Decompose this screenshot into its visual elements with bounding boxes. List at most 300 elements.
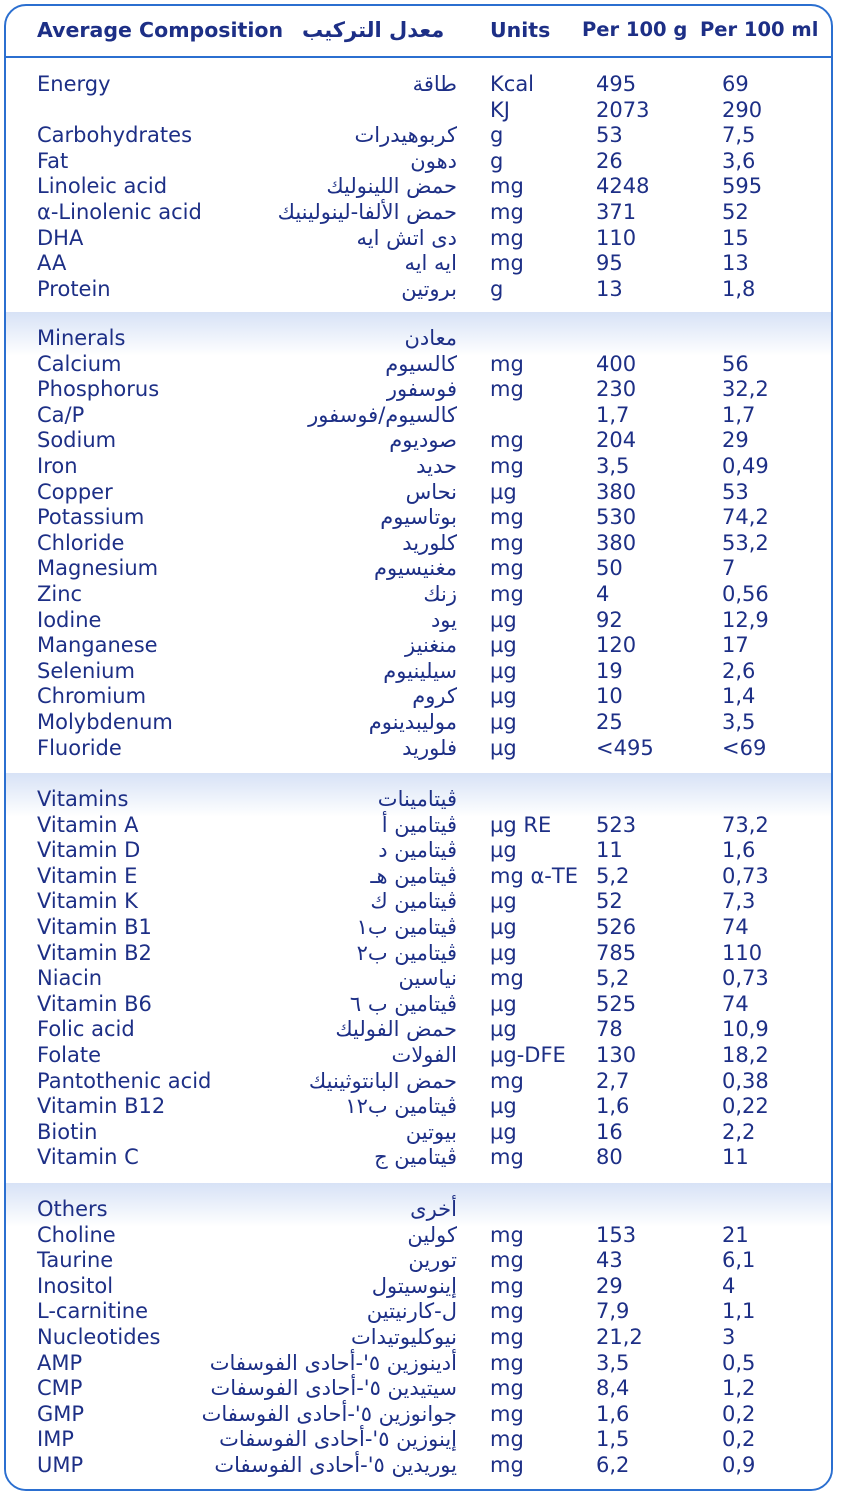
section-energy bbox=[6, 58, 831, 312]
table-row bbox=[6, 428, 831, 454]
value-per-100g: 204 bbox=[596, 428, 637, 453]
nutrient-name-en: Phosphorus bbox=[37, 377, 160, 402]
nutrient-name-ar: نيوكليوتيدات bbox=[351, 1324, 457, 1349]
nutrient-name-ar: إينوسيتول bbox=[371, 1273, 457, 1298]
nutrient-name-ar: كربوهيدرات bbox=[354, 123, 457, 148]
unit-cell: mg bbox=[490, 1376, 524, 1401]
table-row bbox=[6, 864, 831, 890]
table-row bbox=[6, 1145, 831, 1171]
composition-table bbox=[4, 4, 833, 1491]
value-per-100ml: 0,73 bbox=[722, 966, 769, 991]
header-title-en: Average Composition bbox=[37, 18, 284, 42]
table-row bbox=[6, 149, 831, 175]
value-per-100ml: 69 bbox=[722, 72, 749, 96]
unit-cell: µg bbox=[490, 889, 517, 914]
value-per-100ml: 1,1 bbox=[722, 1299, 756, 1324]
unit-cell: µg bbox=[490, 1017, 517, 1042]
table-row bbox=[6, 684, 831, 710]
nutrient-name-en: Vitamin B2 bbox=[37, 940, 152, 965]
nutrient-name-ar: بروتين bbox=[401, 276, 457, 301]
value-per-100g: 5,2 bbox=[596, 966, 630, 991]
value-per-100g: <495 bbox=[596, 735, 654, 760]
nutrient-name-ar: كولين bbox=[407, 1222, 457, 1247]
unit-cell: µg-DFE bbox=[490, 1042, 566, 1067]
nutrient-name-en: Chromium bbox=[37, 684, 147, 709]
nutrient-name-ar: ل-كارنيتين bbox=[366, 1299, 457, 1324]
nutrient-name-ar: سيلينيوم bbox=[383, 658, 457, 683]
nutrient-name-en: AA bbox=[37, 251, 67, 276]
value-per-100ml: 0,22 bbox=[722, 1094, 769, 1119]
value-per-100g: 4 bbox=[596, 581, 610, 606]
table-row bbox=[6, 941, 831, 967]
nutrient-name-ar: ڤيتامين ب ٦ bbox=[349, 991, 457, 1016]
value-per-100g: 52 bbox=[596, 889, 623, 914]
unit-cell: mg bbox=[490, 174, 524, 199]
nutrient-name-en: Minerals bbox=[37, 326, 126, 350]
value-per-100g: 526 bbox=[596, 914, 637, 939]
value-per-100ml: 52 bbox=[722, 199, 749, 224]
unit-cell: mg bbox=[490, 225, 524, 250]
section-minerals bbox=[6, 312, 831, 773]
nutrient-name-en: Vitamin A bbox=[37, 812, 139, 837]
nutrient-name-ar: طاقة bbox=[412, 72, 457, 96]
nutrient-name-ar: ڤيتامينات bbox=[377, 787, 457, 811]
table-row bbox=[6, 277, 831, 303]
unit-cell: mg bbox=[490, 1248, 524, 1273]
nutrient-name-ar: فلوريد bbox=[402, 735, 457, 760]
value-per-100g: 371 bbox=[596, 199, 637, 224]
value-per-100ml: 32,2 bbox=[722, 377, 769, 402]
value-per-100ml: 10,9 bbox=[722, 1017, 769, 1042]
nutrient-name-en: Manganese bbox=[37, 633, 158, 658]
nutrient-name-ar: صوديوم bbox=[389, 428, 457, 453]
nutrient-name-ar: كلوريد bbox=[402, 530, 457, 555]
table-row bbox=[6, 505, 831, 531]
unit-cell: mg bbox=[490, 377, 524, 402]
value-per-100ml: 110 bbox=[722, 940, 763, 965]
table-row bbox=[6, 633, 831, 659]
table-row bbox=[6, 226, 831, 252]
value-per-100g: 495 bbox=[596, 72, 637, 96]
nutrient-name-ar: أخرى bbox=[410, 1197, 457, 1221]
value-per-100g: 530 bbox=[596, 505, 637, 530]
unit-cell: µg bbox=[490, 479, 517, 504]
value-per-100ml: 12,9 bbox=[722, 607, 769, 632]
value-per-100g: 19 bbox=[596, 658, 623, 683]
unit-cell: mg bbox=[490, 1145, 524, 1170]
table-row bbox=[6, 1299, 831, 1325]
table-row bbox=[6, 556, 831, 582]
value-per-100ml: 7 bbox=[722, 556, 736, 581]
nutrient-name-en: Vitamin B1 bbox=[37, 914, 152, 939]
nutrient-name-en: CMP bbox=[37, 1376, 83, 1401]
value-per-100ml: 1,2 bbox=[722, 1376, 756, 1401]
nutrient-name-en: Calcium bbox=[37, 351, 122, 376]
unit-cell: mg bbox=[490, 251, 524, 276]
nutrient-name-ar: دهون bbox=[410, 148, 457, 173]
nutrient-name-en: α-Linolenic acid bbox=[37, 199, 202, 224]
table-row bbox=[6, 1351, 831, 1377]
section-vitamins bbox=[6, 773, 831, 1183]
nutrient-name-en: Protein bbox=[37, 276, 111, 301]
nutrient-name-ar: حمض الألفا-لينولينيك bbox=[277, 199, 457, 224]
value-per-100ml: 0,2 bbox=[722, 1401, 756, 1426]
value-per-100ml: 1,7 bbox=[722, 402, 756, 427]
unit-cell: mg bbox=[490, 1427, 524, 1452]
unit-cell: µg bbox=[490, 1094, 517, 1119]
table-row bbox=[6, 582, 831, 608]
nutrient-name-ar: ايه ايه bbox=[404, 251, 457, 276]
value-per-100ml: 0,56 bbox=[722, 581, 769, 606]
value-per-100ml: <69 bbox=[722, 735, 767, 760]
value-per-100ml: 17 bbox=[722, 633, 749, 658]
value-per-100g: 1,6 bbox=[596, 1094, 630, 1119]
nutrient-name-ar: يوريدين ٥'-أحادى الفوسفات bbox=[214, 1452, 457, 1477]
value-per-100g: 785 bbox=[596, 940, 637, 965]
nutrient-name-en: Iodine bbox=[37, 607, 102, 632]
value-per-100ml: 11 bbox=[722, 1145, 749, 1170]
value-per-100g: 29 bbox=[596, 1273, 623, 1298]
nutrient-name-ar: إينوزين ٥'-أحادى الفوسفات bbox=[219, 1427, 457, 1452]
nutrient-name-ar: ڤيتامين ب١ bbox=[356, 914, 457, 939]
nutrient-name-en: IMP bbox=[37, 1427, 74, 1452]
value-per-100g: 4248 bbox=[596, 174, 650, 199]
unit-cell: µg bbox=[490, 735, 517, 760]
value-per-100g: 16 bbox=[596, 1119, 623, 1144]
value-per-100g: 525 bbox=[596, 991, 637, 1016]
table-row bbox=[6, 1376, 831, 1402]
value-per-100g: 11 bbox=[596, 838, 623, 863]
nutrient-name-en: Copper bbox=[37, 479, 113, 504]
table-header bbox=[6, 6, 831, 58]
header-per-100ml: Per 100 ml bbox=[700, 18, 819, 41]
value-per-100g: 25 bbox=[596, 709, 623, 734]
value-per-100g: 120 bbox=[596, 633, 637, 658]
table-row bbox=[6, 1325, 831, 1351]
nutrient-name-en: UMP bbox=[37, 1452, 84, 1477]
value-per-100g: 2073 bbox=[596, 97, 650, 122]
value-per-100ml: 0,38 bbox=[722, 1068, 769, 1093]
unit-cell: mg bbox=[490, 351, 524, 376]
nutrient-name-ar: فوسفور bbox=[386, 377, 457, 402]
table-row bbox=[6, 1402, 831, 1428]
value-per-100ml: 53 bbox=[722, 479, 749, 504]
table-row bbox=[6, 98, 831, 124]
nutrient-name-ar: ڤيتامين ك bbox=[370, 889, 457, 914]
nutrient-name-ar: حمض اللينوليك bbox=[326, 174, 457, 199]
value-per-100ml: 595 bbox=[722, 174, 763, 199]
nutrient-name-en: Niacin bbox=[37, 966, 103, 991]
table-row bbox=[6, 174, 831, 200]
nutrient-name-en: Biotin bbox=[37, 1119, 98, 1144]
nutrient-name-en: Fat bbox=[37, 148, 69, 173]
nutrient-name-en: Linoleic acid bbox=[37, 174, 168, 199]
value-per-100ml: 21 bbox=[722, 1222, 749, 1247]
unit-cell: mg bbox=[490, 966, 524, 991]
value-per-100ml: 1,8 bbox=[722, 276, 756, 301]
table-row bbox=[6, 1223, 831, 1249]
unit-cell: µg RE bbox=[490, 812, 552, 837]
table-row bbox=[6, 1043, 831, 1069]
value-per-100ml: 0,5 bbox=[722, 1350, 756, 1375]
value-per-100g: 8,4 bbox=[596, 1376, 630, 1401]
value-per-100ml: 3,5 bbox=[722, 709, 756, 734]
nutrient-name-ar: نياسين bbox=[398, 966, 457, 991]
table-row bbox=[6, 531, 831, 557]
nutrient-name-en: Chloride bbox=[37, 530, 125, 555]
nutrient-name-ar: يود bbox=[430, 607, 457, 632]
nutrient-name-en: Vitamin K bbox=[37, 889, 138, 914]
table-row bbox=[6, 608, 831, 634]
nutrient-name-en: Folic acid bbox=[37, 1017, 135, 1042]
nutrient-name-ar: منغنيز bbox=[405, 633, 457, 658]
table-row bbox=[6, 326, 831, 352]
nutrient-name-ar: ڤيتامين ب٢ bbox=[356, 940, 457, 965]
value-per-100ml: 6,1 bbox=[722, 1248, 756, 1273]
nutrient-name-ar: حمض الفوليك bbox=[335, 1017, 457, 1042]
unit-cell: g bbox=[490, 148, 504, 173]
nutrient-name-en: Iron bbox=[37, 453, 78, 478]
nutrient-name-ar: دى اتش ايه bbox=[356, 225, 457, 250]
nutrient-name-en: Molybdenum bbox=[37, 709, 173, 734]
nutrient-name-ar: ڤيتامين ج bbox=[374, 1145, 457, 1170]
value-per-100g: 2,7 bbox=[596, 1068, 630, 1093]
unit-cell: g bbox=[490, 123, 504, 148]
nutrient-name-ar: أدينوزين ٥'-أحادى الفوسفات bbox=[209, 1350, 457, 1375]
nutrient-name-en: Vitamins bbox=[37, 787, 129, 811]
unit-cell: mg bbox=[490, 1401, 524, 1426]
value-per-100ml: 74,2 bbox=[722, 505, 769, 530]
unit-cell: mg bbox=[490, 428, 524, 453]
value-per-100g: 130 bbox=[596, 1042, 637, 1067]
nutrient-name-en: Choline bbox=[37, 1222, 116, 1247]
table-row bbox=[6, 710, 831, 736]
nutrient-name-en: Vitamin E bbox=[37, 863, 138, 888]
unit-cell: mg bbox=[490, 1273, 524, 1298]
value-per-100g: 53 bbox=[596, 123, 623, 148]
unit-cell: mg bbox=[490, 453, 524, 478]
nutrient-name-en: Carbohydrates bbox=[37, 123, 193, 148]
unit-cell: µg bbox=[490, 1119, 517, 1144]
nutrient-name-ar: معادن bbox=[404, 326, 457, 350]
value-per-100ml: 4 bbox=[722, 1273, 736, 1298]
table-row bbox=[6, 200, 831, 226]
nutrient-name-en: Selenium bbox=[37, 658, 135, 683]
nutrient-name-ar: الفولات bbox=[391, 1042, 457, 1067]
value-per-100g: 10 bbox=[596, 684, 623, 709]
header-title-ar: معدل التركيب bbox=[302, 18, 445, 42]
nutrient-name-ar: كالسيوم bbox=[385, 351, 457, 376]
nutrient-name-ar: حمض البانتوثينيك bbox=[308, 1068, 457, 1093]
value-per-100g: 6,2 bbox=[596, 1452, 630, 1477]
value-per-100ml: 74 bbox=[722, 991, 749, 1016]
value-per-100g: 13 bbox=[596, 276, 623, 301]
value-per-100g: 78 bbox=[596, 1017, 623, 1042]
value-per-100g: 80 bbox=[596, 1145, 623, 1170]
value-per-100g: 380 bbox=[596, 530, 637, 555]
nutrient-name-ar: كالسيوم/فوسفور bbox=[308, 402, 457, 427]
value-per-100g: 1,7 bbox=[596, 402, 630, 427]
value-per-100g: 1,6 bbox=[596, 1401, 630, 1426]
value-per-100g: 50 bbox=[596, 556, 623, 581]
value-per-100ml: 13 bbox=[722, 251, 749, 276]
table-row bbox=[6, 992, 831, 1018]
value-per-100ml: 0,9 bbox=[722, 1452, 756, 1477]
value-per-100g: 230 bbox=[596, 377, 637, 402]
table-row bbox=[6, 1094, 831, 1120]
table-row bbox=[6, 251, 831, 277]
table-row bbox=[6, 736, 831, 762]
nutrient-name-ar: زنك bbox=[423, 581, 457, 606]
section-others bbox=[6, 1183, 831, 1489]
nutrient-name-ar: ڤيتامين هـ bbox=[370, 863, 457, 888]
unit-cell: mg bbox=[490, 199, 524, 224]
value-per-100g: 43 bbox=[596, 1248, 623, 1273]
unit-cell: µg bbox=[490, 633, 517, 658]
value-per-100ml: 2,6 bbox=[722, 658, 756, 683]
table-row bbox=[6, 659, 831, 685]
value-per-100ml: 1,4 bbox=[722, 684, 756, 709]
table-row bbox=[6, 1427, 831, 1453]
value-per-100g: 95 bbox=[596, 251, 623, 276]
nutrient-name-en: GMP bbox=[37, 1401, 85, 1426]
value-per-100ml: 74 bbox=[722, 914, 749, 939]
nutrient-name-ar: مغنيسيوم bbox=[374, 556, 457, 581]
header-per-100g: Per 100 g bbox=[582, 18, 688, 41]
nutrient-name-en: Inositol bbox=[37, 1273, 114, 1298]
value-per-100g: 3,5 bbox=[596, 1350, 630, 1375]
table-row bbox=[6, 966, 831, 992]
value-per-100g: 400 bbox=[596, 351, 637, 376]
unit-cell: µg bbox=[490, 607, 517, 632]
value-per-100g: 110 bbox=[596, 225, 637, 250]
nutrient-name-ar: موليبدينوم bbox=[368, 709, 457, 734]
value-per-100g: 380 bbox=[596, 479, 637, 504]
table-row bbox=[6, 915, 831, 941]
nutrient-name-ar: بيوتين bbox=[405, 1119, 457, 1144]
value-per-100ml: 0,73 bbox=[722, 863, 769, 888]
nutrient-name-en: AMP bbox=[37, 1350, 83, 1375]
unit-cell: mg α-TE bbox=[490, 863, 578, 888]
value-per-100g: 5,2 bbox=[596, 863, 630, 888]
value-per-100ml: 290 bbox=[722, 97, 763, 122]
unit-cell: KJ bbox=[490, 97, 510, 122]
table-row bbox=[6, 1017, 831, 1043]
value-per-100ml: 18,2 bbox=[722, 1042, 769, 1067]
value-per-100g: 92 bbox=[596, 607, 623, 632]
table-row bbox=[6, 1120, 831, 1146]
table-row bbox=[6, 787, 831, 813]
nutrient-name-en: Taurine bbox=[37, 1248, 114, 1273]
value-per-100g: 7,9 bbox=[596, 1299, 630, 1324]
unit-cell: µg bbox=[490, 709, 517, 734]
value-per-100ml: 73,2 bbox=[722, 812, 769, 837]
unit-cell: g bbox=[490, 276, 504, 301]
value-per-100ml: 0,2 bbox=[722, 1427, 756, 1452]
nutrient-name-en: Magnesium bbox=[37, 556, 159, 581]
unit-cell: mg bbox=[490, 1222, 524, 1247]
table-row bbox=[6, 1248, 831, 1274]
nutrient-name-en: Vitamin C bbox=[37, 1145, 139, 1170]
value-per-100ml: 15 bbox=[722, 225, 749, 250]
value-per-100ml: 0,49 bbox=[722, 453, 769, 478]
nutrient-name-ar: كروم bbox=[412, 684, 457, 709]
table-row bbox=[6, 889, 831, 915]
table-row bbox=[6, 72, 831, 98]
value-per-100g: 523 bbox=[596, 812, 637, 837]
unit-cell: µg bbox=[490, 684, 517, 709]
table-row bbox=[6, 1274, 831, 1300]
table-row bbox=[6, 123, 831, 149]
table-row bbox=[6, 1069, 831, 1095]
nutrient-name-ar: جوانوزين ٥'-أحادى الفوسفات bbox=[201, 1401, 457, 1426]
nutrient-name-en: Others bbox=[37, 1197, 108, 1221]
table-row bbox=[6, 454, 831, 480]
nutrient-name-en: L-carnitine bbox=[37, 1299, 149, 1324]
nutrient-name-en: Zinc bbox=[37, 581, 83, 606]
table-row bbox=[6, 838, 831, 864]
table-row bbox=[6, 403, 831, 429]
nutrient-name-en: Potassium bbox=[37, 505, 145, 530]
unit-cell: mg bbox=[490, 1299, 524, 1324]
table-row bbox=[6, 480, 831, 506]
nutrient-name-en: Vitamin B6 bbox=[37, 991, 152, 1016]
nutrient-name-ar: ڤيتامين أ bbox=[381, 812, 457, 837]
value-per-100ml: 7,5 bbox=[722, 123, 756, 148]
nutrient-name-en: DHA bbox=[37, 225, 84, 250]
unit-cell: mg bbox=[490, 505, 524, 530]
nutrient-name-en: Sodium bbox=[37, 428, 117, 453]
unit-cell: µg bbox=[490, 940, 517, 965]
nutrient-name-ar: ڤيتامين د bbox=[378, 838, 457, 863]
table-row bbox=[6, 377, 831, 403]
value-per-100ml: 3,6 bbox=[722, 148, 756, 173]
nutrient-name-ar: ڤيتامين ب١٢ bbox=[345, 1094, 457, 1119]
nutrient-name-en: Energy bbox=[37, 72, 111, 96]
nutrient-name-ar: بوتاسيوم bbox=[380, 505, 457, 530]
value-per-100ml: 56 bbox=[722, 351, 749, 376]
value-per-100ml: 29 bbox=[722, 428, 749, 453]
unit-cell: mg bbox=[490, 581, 524, 606]
value-per-100ml: 3 bbox=[722, 1324, 736, 1349]
nutrient-name-en: Vitamin B12 bbox=[37, 1094, 166, 1119]
value-per-100g: 1,5 bbox=[596, 1427, 630, 1452]
value-per-100g: 153 bbox=[596, 1222, 637, 1247]
value-per-100g: 26 bbox=[596, 148, 623, 173]
nutrient-name-ar: حديد bbox=[416, 453, 457, 478]
value-per-100ml: 7,3 bbox=[722, 889, 756, 914]
value-per-100ml: 2,2 bbox=[722, 1119, 756, 1144]
table-row bbox=[6, 352, 831, 378]
nutrient-name-ar: تورين bbox=[408, 1248, 457, 1273]
value-per-100ml: 53,2 bbox=[722, 530, 769, 555]
nutrient-name-ar: سيتيدين ٥'-أحادى الفوسفات bbox=[210, 1376, 457, 1401]
unit-cell: mg bbox=[490, 1324, 524, 1349]
table-row bbox=[6, 813, 831, 839]
value-per-100g: 3,5 bbox=[596, 453, 630, 478]
table-row bbox=[6, 1197, 831, 1223]
table-row bbox=[6, 1453, 831, 1479]
nutrient-name-ar: نحاس bbox=[405, 479, 457, 504]
nutrient-name-en: Folate bbox=[37, 1042, 102, 1067]
unit-cell: mg bbox=[490, 1452, 524, 1477]
nutrient-name-en: Vitamin D bbox=[37, 838, 141, 863]
unit-cell: Kcal bbox=[490, 72, 535, 96]
nutrient-name-en: Fluoride bbox=[37, 735, 122, 760]
value-per-100g: 21,2 bbox=[596, 1324, 643, 1349]
unit-cell: mg bbox=[490, 1068, 524, 1093]
unit-cell: µg bbox=[490, 658, 517, 683]
